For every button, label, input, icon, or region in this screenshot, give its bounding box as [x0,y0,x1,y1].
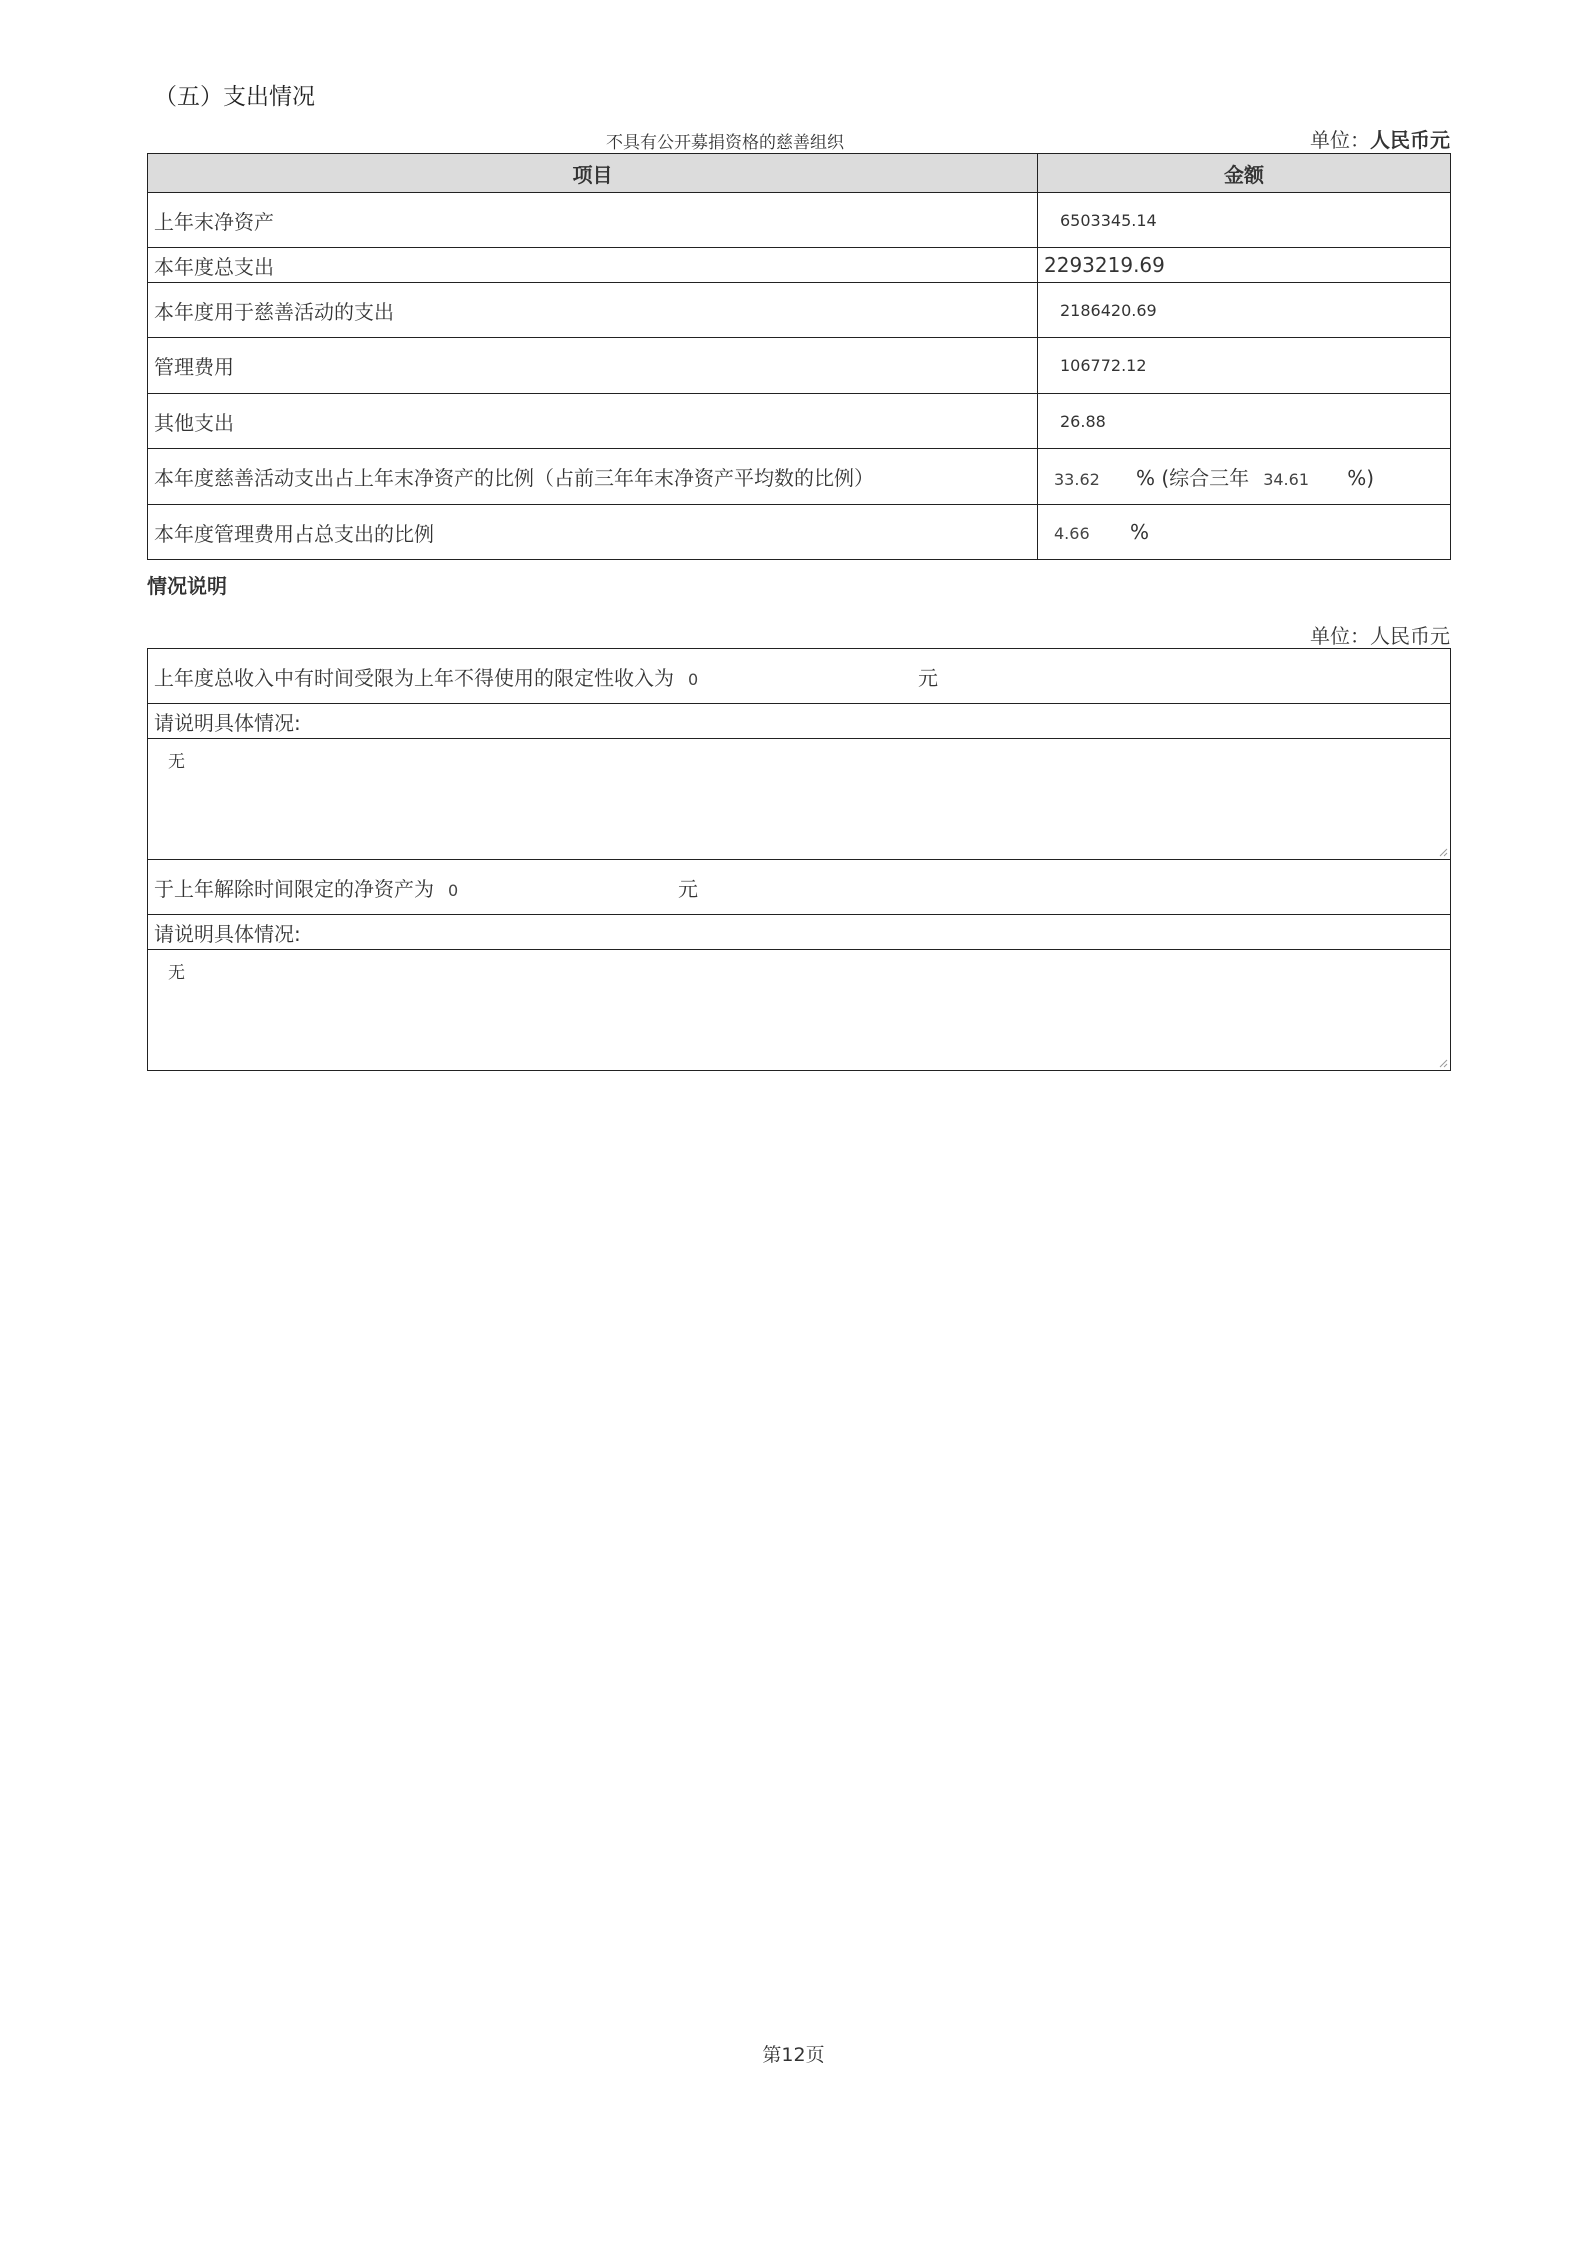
explain-label-1: 请说明具体情况: [148,704,1451,739]
header-item: 项目 [148,154,1038,193]
unit-yuan: 元 [678,876,698,901]
table-row [148,394,1451,449]
percent-sign: % [1130,520,1150,544]
released-assets-cell [148,860,1451,915]
three-year-ratio-value: 34.61 [1263,470,1309,489]
row-label-management-fee: 管理费用 [148,338,1038,394]
table-row [148,449,1451,505]
restricted-income-label: 上年度总收入中有时间受限为上年不得使用的限定性收入为 [154,665,674,690]
restricted-income-input[interactable]: 0 [688,669,699,689]
description-title: 情况说明 [147,574,227,598]
table-row [148,505,1451,560]
description-table [147,648,1451,1071]
table-header-row [148,154,1451,193]
row-label-total-expense: 本年度总支出 [148,248,1038,283]
row-label-charity-expense: 本年度用于慈善活动的支出 [148,283,1038,338]
table-row [148,248,1451,283]
unit-line-top [1310,124,1450,153]
explain-textarea-2[interactable] [148,950,1451,1071]
page-number: 第12页 [762,2044,825,2066]
percent-sign: % [1136,466,1156,490]
explain-label-2: 请说明具体情况: [148,915,1451,950]
value-total-expense: 2293219.69 [1038,248,1451,283]
explain-textarea-row [148,950,1451,1071]
unit-label: 单位： [1310,624,1370,648]
row-label-other-expense: 其他支出 [148,394,1038,449]
explain-label-row [148,915,1451,950]
three-year-label: (综合三年 [1161,466,1250,490]
row-label-net-assets: 上年末净资产 [148,193,1038,248]
restricted-income-cell [148,649,1451,704]
section-title: （五）支出情况 [154,84,315,110]
header-amount: 金额 [1038,154,1451,193]
explain-label-row [148,704,1451,739]
explain-text-1: 无 [168,752,185,772]
explain-text-2: 无 [168,963,185,983]
explain-textarea-1[interactable] [148,739,1451,860]
value-management-fee: 106772.12 [1038,338,1451,394]
unit-value: 人民币元 [1370,624,1450,648]
org-type-caption: 不具有公开募捐资格的慈善组织 [606,133,844,153]
value-net-assets: 6503345.14 [1038,193,1451,248]
restricted-income-row [148,649,1451,704]
resize-handle-icon[interactable] [1438,847,1448,857]
released-assets-row [148,860,1451,915]
unit-value: 人民币元 [1370,128,1450,152]
value-other-expense: 26.88 [1038,394,1451,449]
table-row [148,338,1451,394]
resize-handle-icon[interactable] [1438,1058,1448,1068]
value-charity-ratio [1038,449,1451,505]
mgmt-ratio-value: 4.66 [1054,524,1090,543]
released-assets-label: 于上年解除时间限定的净资产为 [154,876,434,901]
value-charity-expense: 2186420.69 [1038,283,1451,338]
row-label-charity-ratio: 本年度慈善活动支出占上年末净资产的比例（占前三年年末净资产平均数的比例） [148,449,1038,505]
charity-ratio-value: 33.62 [1054,470,1100,489]
table-row [148,193,1451,248]
row-label-mgmt-ratio: 本年度管理费用占总支出的比例 [148,505,1038,560]
released-assets-input[interactable]: 0 [448,880,459,900]
table-row [148,283,1451,338]
value-mgmt-ratio [1038,505,1451,560]
explain-textarea-row [148,739,1451,860]
unit-label: 单位： [1310,128,1370,152]
unit-line-description [1310,620,1450,649]
three-year-close: %) [1347,466,1374,490]
expense-table [147,153,1451,560]
unit-yuan: 元 [918,665,938,690]
